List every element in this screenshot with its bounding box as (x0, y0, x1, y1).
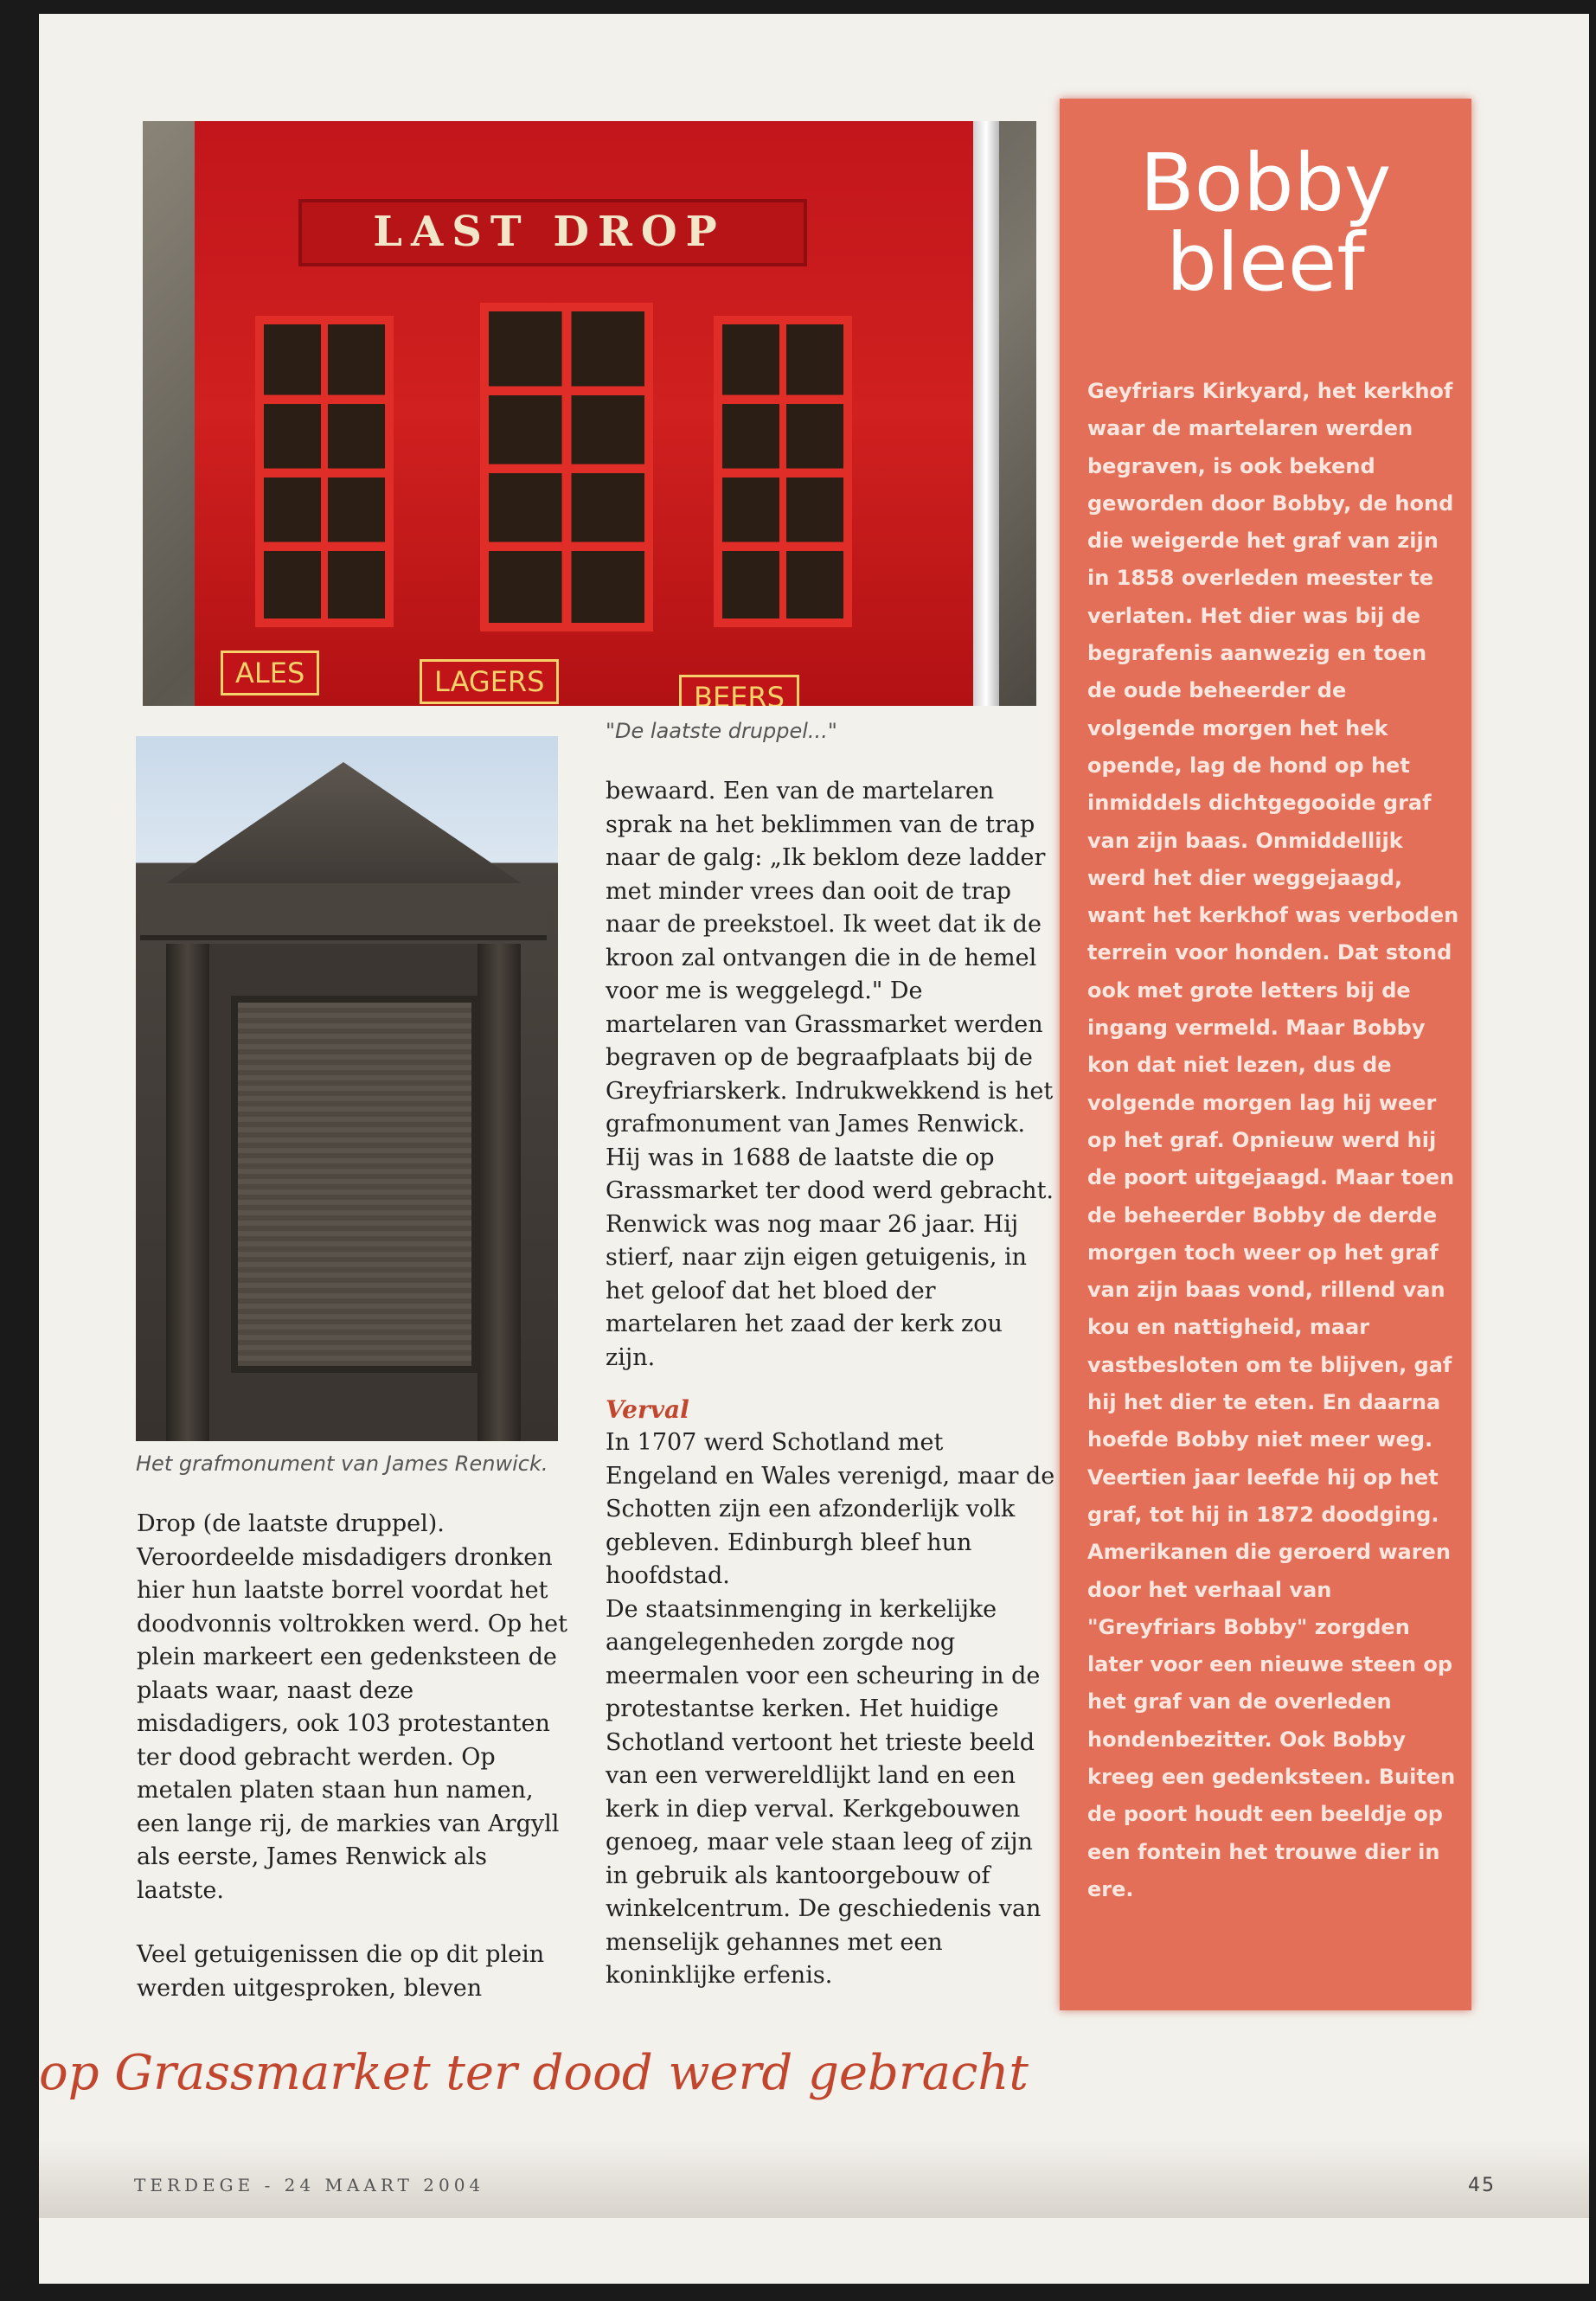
monument-plaque (231, 996, 478, 1373)
pub-window-center (480, 303, 653, 631)
pull-quote: op Grassmarket ter dood werd gebracht (39, 2045, 1029, 2101)
pub-label-ales: ALES (221, 651, 319, 695)
left-paragraph-2: Veel getuigenissen die op dit plein werden uitgesproken, bleven (137, 1941, 545, 2002)
pub-label-lagers: LAGERS (420, 659, 559, 704)
page-number: 45 (1468, 2175, 1496, 2196)
sidebar-title-line-2: bleef (1166, 216, 1365, 309)
left-paragraph-1: Drop (de laatste druppel). Veroordeelde misdadigers dronken hier hun laatste borrel voordat het doodvonnis voltrokken werd. Op het plein markeert een gedenksteen de plaats waar, naast deze misdadigers, ook 103 protestanten ter dood gebracht werden. Op metalen platen staan hun namen, een lange rij, de markies van Argyll als eerste, James Renwick als laatste. (137, 1510, 567, 1904)
monument-photo (136, 736, 558, 1441)
footer-publication: TERDEGE - 24 MAART 2004 (134, 2175, 485, 2195)
middle-column (606, 775, 1055, 1993)
middle-paragraph-2: In 1707 werd Schotland met Engeland en Wales verenigd, maar de Schotten zijn een afzonderlijk volk gebleven. Edinburgh bleef hun hoofdstad. (606, 1429, 1055, 1589)
left-column (137, 1508, 569, 2005)
pub-window-right (714, 316, 852, 627)
pub-window-left (255, 316, 394, 627)
pub-label-beers: BEERS (679, 675, 799, 706)
pub-photo-caption: "De laatste druppel..." (606, 719, 837, 743)
monument-photo-caption: Het grafmonument van James Renwick. (136, 1452, 548, 1476)
section-heading-verval: Verval (606, 1395, 689, 1424)
sidebar-title (1060, 137, 1471, 309)
pub-drainpipe (973, 121, 999, 706)
magazine-page (39, 14, 1589, 2284)
sidebar-title-line-1: Bobby (1139, 137, 1392, 229)
monument-cornice (140, 883, 547, 940)
pub-photo (143, 121, 1036, 706)
middle-paragraph-3: De staatsinmenging in kerkelijke aangelegenheden zorgde nog meermalen voor een scheuring in de protestantse kerken. Het huidige Schotland vertoont het trieste beeld van een verwereldlijkt land en een kerk in diep verval. Kerkgebouwen genoeg, maar vele staan leeg of zijn in gebruik als kantoorgebouw of winkelcentrum. De geschiedenis van menselijk gehannes met een koninklijke erfenis. (606, 1595, 1042, 1989)
middle-paragraph-1: bewaard. Een van de martelaren sprak na het beklimmen van de trap naar de galg: „Ik beklom deze ladder met minder vrees dan ooit de trap naar de preekstoel. Ik weet dat ik de kroon zal ontvangen die in de hemel voor me is weggelegd." De martelaren van Grassmarket werden begraven op de begraafplaats bij de Greyfriarskerk. Indrukwekkend is het grafmonument van James Renwick. Hij was in 1688 de laatste die op Grassmarket ter dood werd gebracht. Renwick was nog maar 26 jaar. Hij stierf, naar zijn eigen getuigenis, in het geloof dat het bloed der martelaren het zaad der kerk zou zijn. (606, 778, 1054, 1371)
monument-column-right (478, 944, 521, 1441)
monument-column-left (166, 944, 209, 1441)
sidebar-text: Geyfriars Kirkyard, het kerkhof waar de martelaren werden begraven, is ook bekend geworden door Bobby, de hond die weigerde het graf van zijn in 1858 overleden meester te verlaten. Het dier was bij de begrafenis aanwezig en toen de oude beheerder de volgende morgen het hek opende, lag de hond op het inmiddels dichtgegooide graf van zijn baas. Onmiddellijk werd het dier weggejaagd, want het kerkhof was verboden terrein voor honden. Dat stond ook met grote letters bij de ingang vermeld. Maar Bobby kon dat niet lezen, dus de volgende morgen lag hij weer op het graf. Opnieuw werd hij de poort uitgejaagd. Maar toen de beheerder Bobby de derde morgen toch weer op het graf van zijn baas vond, rillend van kou en nattigheid, maar vastbesloten om te blijven, gaf hij het dier te eten. En daarna hoefde Bobby niet meer weg. Veertien jaar leefde hij op het graf, tot hij in 1872 doodging. Amerikanen die geroerd waren door het verhaal van "Greyfriars Bobby" zorgden later voor een nieuwe steen op het graf van de overleden hondenbezitter. Ook Bobby kreeg een gedenksteen. Buiten de poort houdt een beeldje op een fontein het trouwe dier in ere. (1087, 379, 1459, 1901)
pub-sign-text: LAST DROP (373, 208, 726, 256)
